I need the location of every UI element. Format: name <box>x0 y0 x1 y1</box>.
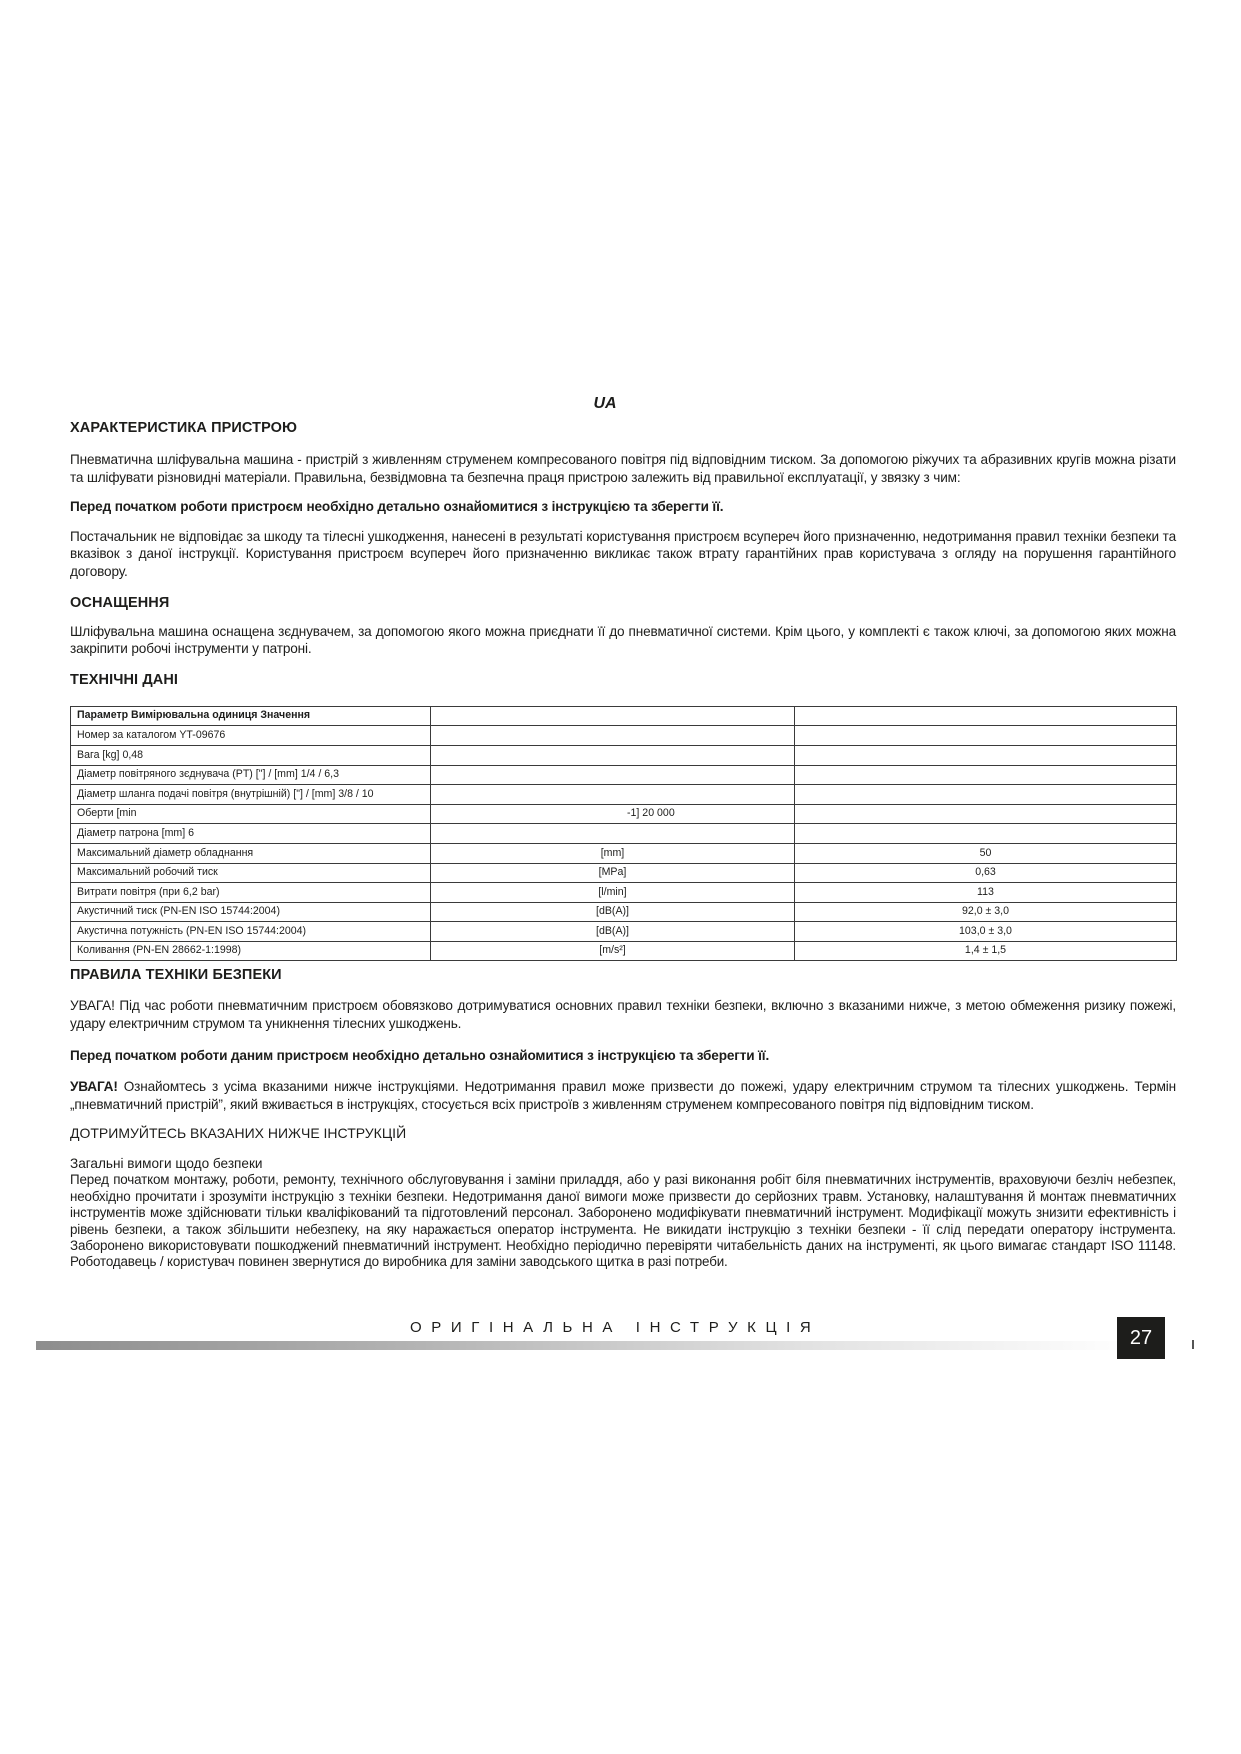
characteristics-title: ХАРАКТЕРИСТИКА ПРИСТРОЮ <box>70 420 298 436</box>
table-cell: Витрати повітря (при 6,2 bar) <box>71 883 431 903</box>
table-cell: 1,4 ± 1,5 <box>795 941 1177 961</box>
table-row <box>71 941 1177 961</box>
table-cell: Коливання (PN-EN 28662-1:1998) <box>71 941 431 961</box>
table-row <box>71 824 1177 844</box>
characteristics-warning: Перед початком роботи пристроєм необхідно детально ознайомитися з інструкцією та зберегти її. <box>70 499 724 515</box>
table-cell: 50 <box>795 843 1177 863</box>
safety-title: ПРАВИЛА ТЕХНІКИ БЕЗПЕКИ <box>70 967 282 984</box>
table-cell: Діаметр повітряного зєднувача (PT) ["] / [mm] 1/4 / 6,3 <box>71 765 431 785</box>
general-requirements-title: Загальні вимоги щодо безпеки <box>70 1156 263 1172</box>
table-cell: 0,63 <box>795 863 1177 883</box>
table-cell: [MPa] <box>431 863 795 883</box>
table-cell: [dB(A)] <box>431 922 795 942</box>
table-row <box>71 804 1177 824</box>
table-header-cell: Параметр Вимірювальна одиниця Значення <box>71 706 431 726</box>
general-requirements-text: Перед початком монтажу, роботи, ремонту, технічного обслуговування і заміни приладдя, або у разі виконання робіт біля пневматичних інструментів, враховуючи безліч небезпек, необхідно прочитати і зрозуміти інструкцію з техніки безпеки. Недотримання даної вимоги може призвести до серйозних травм. Установку, налаштування й монтаж пневматичних інструментів може здійснювати тільки кваліфікований та підготовлений персонал. Заборонено модифікувати пневматичний інструмент. Модифікації можуть знизити ефективність і рівень безпеки, а також збільшити небезпеку, на яку наражається оператор інструмента. Не викидати інструкцію з техніки безпеки - її слід передати оператору інструмента. Заборонено використовувати пошкоджений пневматичний інструмент. Необхідно періодично перевіряти читабельність даних на інструменті, як цього вимагає стандарт ISO 11148. Роботодавець / користувач повинен звернутися до виробника для заміни заводського щитка в разі потреби. <box>70 1172 1176 1270</box>
table-row <box>71 726 1177 746</box>
table-cell: Номер за каталогом YT-09676 <box>71 726 431 746</box>
table-cell: 92,0 ± 3,0 <box>795 902 1177 922</box>
table-cell: Акустичний тиск (PN-EN ISO 15744:2004) <box>71 902 431 922</box>
table-cell: Діаметр шланга подачі повітря (внутрішній) ["] / [mm] 3/8 / 10 <box>71 785 431 805</box>
footer-label: ОРИГІНАЛЬНА ІНСТРУКЦІЯ <box>410 1319 821 1336</box>
table-cell: Діаметр патрона [mm] 6 <box>71 824 431 844</box>
page-number: 27 <box>1117 1317 1165 1359</box>
table-cell: -1] 20 000 <box>431 804 795 824</box>
table-cell: Максимальний робочий тиск <box>71 863 431 883</box>
table-cell: [mm] <box>431 843 795 863</box>
footer-gradient-bar <box>36 1341 1136 1350</box>
table-row <box>71 745 1177 765</box>
characteristics-paragraph-3: Постачальник не відповідає за шкоду та тілесні ушкодження, нанесені в результаті користування пристроєм всупереч його призначенню, недотримання правил техніки безпеки та вказівок з даної інструкції. Користування пристроєм всупереч його призначенню викликає також втрату гарантійних прав користувача з огляду на порушення гарантійного договору. <box>70 528 1176 579</box>
table-cell: [l/min] <box>431 883 795 903</box>
edge-mark <box>1192 1340 1194 1349</box>
table-row <box>71 922 1177 942</box>
follow-instructions-title: ДОТРИМУЙТЕСЬ ВКАЗАНИХ НИЖЧЕ ІНСТРУКЦІЙ <box>70 1125 407 1142</box>
table-cell: [dB(A)] <box>431 902 795 922</box>
characteristics-paragraph-1: Пневматична шліфувальна машина - пристрій з живленням струменем компресованого повітря під відповідним тиском. За допомогою ріжучих та абразивних кругів можна різати та шліфувати різновидні матеріали. Правильна, безвідмовна та безпечна праця пристрою залежить від правильної експлуатації, у звязку з чим: <box>70 452 1176 485</box>
table-row <box>71 785 1177 805</box>
table-row <box>71 765 1177 785</box>
table-row <box>71 883 1177 903</box>
table-cell: 103,0 ± 3,0 <box>795 922 1177 942</box>
language-code: UA <box>593 395 617 412</box>
table-cell: Оберти [min <box>71 804 431 824</box>
warning-label: УВАГА! <box>70 1079 118 1095</box>
table-cell: Вага [kg] 0,48 <box>71 745 431 765</box>
table-header-row <box>71 706 1177 726</box>
table-cell: Максимальний діаметр обладнання <box>71 843 431 863</box>
table-cell: [m/s²] <box>431 941 795 961</box>
table-row <box>71 902 1177 922</box>
table-row <box>71 863 1177 883</box>
tech-data-table <box>70 706 1177 962</box>
page-content <box>70 420 1176 1281</box>
table-cell: 113 <box>795 883 1177 903</box>
equipment-title: ОСНАЩЕННЯ <box>70 594 170 611</box>
safety-paragraph-1: УВАГА! Під час роботи пневматичним пристроєм обовязково дотримуватися основних правил техніки безпеки, включно з вказаними нижче, з метою обмеження ризику пожежі, удару електричним струмом та уникнення тілесних ушкоджень. <box>70 998 1176 1032</box>
safety-warning: Перед початком роботи даним пристроєм необхідно детально ознайомитися з інструкцією та зберегти її. <box>70 1047 770 1063</box>
table-cell: Акустична потужність (PN-EN ISO 15744:2004) <box>71 922 431 942</box>
tech-data-title: ТЕХНІЧНІ ДАНІ <box>70 671 179 688</box>
equipment-paragraph: Шліфувальна машина оснащена зєднувачем, за допомогою якого можна приєднати її до пневматичної системи. Крім цього, у комплекті є також ключі, за допомогою яких можна закріпити робочі інструменти у патроні. <box>70 623 1176 657</box>
safety-paragraph-3 <box>70 1078 1176 1113</box>
table-row <box>71 843 1177 863</box>
warning-text: Ознайомтесь з усіма вказаними нижче інструкціями. Недотримання правил може призвести до пожежі, удару електричним струмом та тілесних ушкоджень. Термін „пневматичний пристрій”, який вживається в інструкціях, стосується всіх пристроїв з живленням струменем компресованого повітря під відповідним тиском. <box>70 1079 1176 1112</box>
